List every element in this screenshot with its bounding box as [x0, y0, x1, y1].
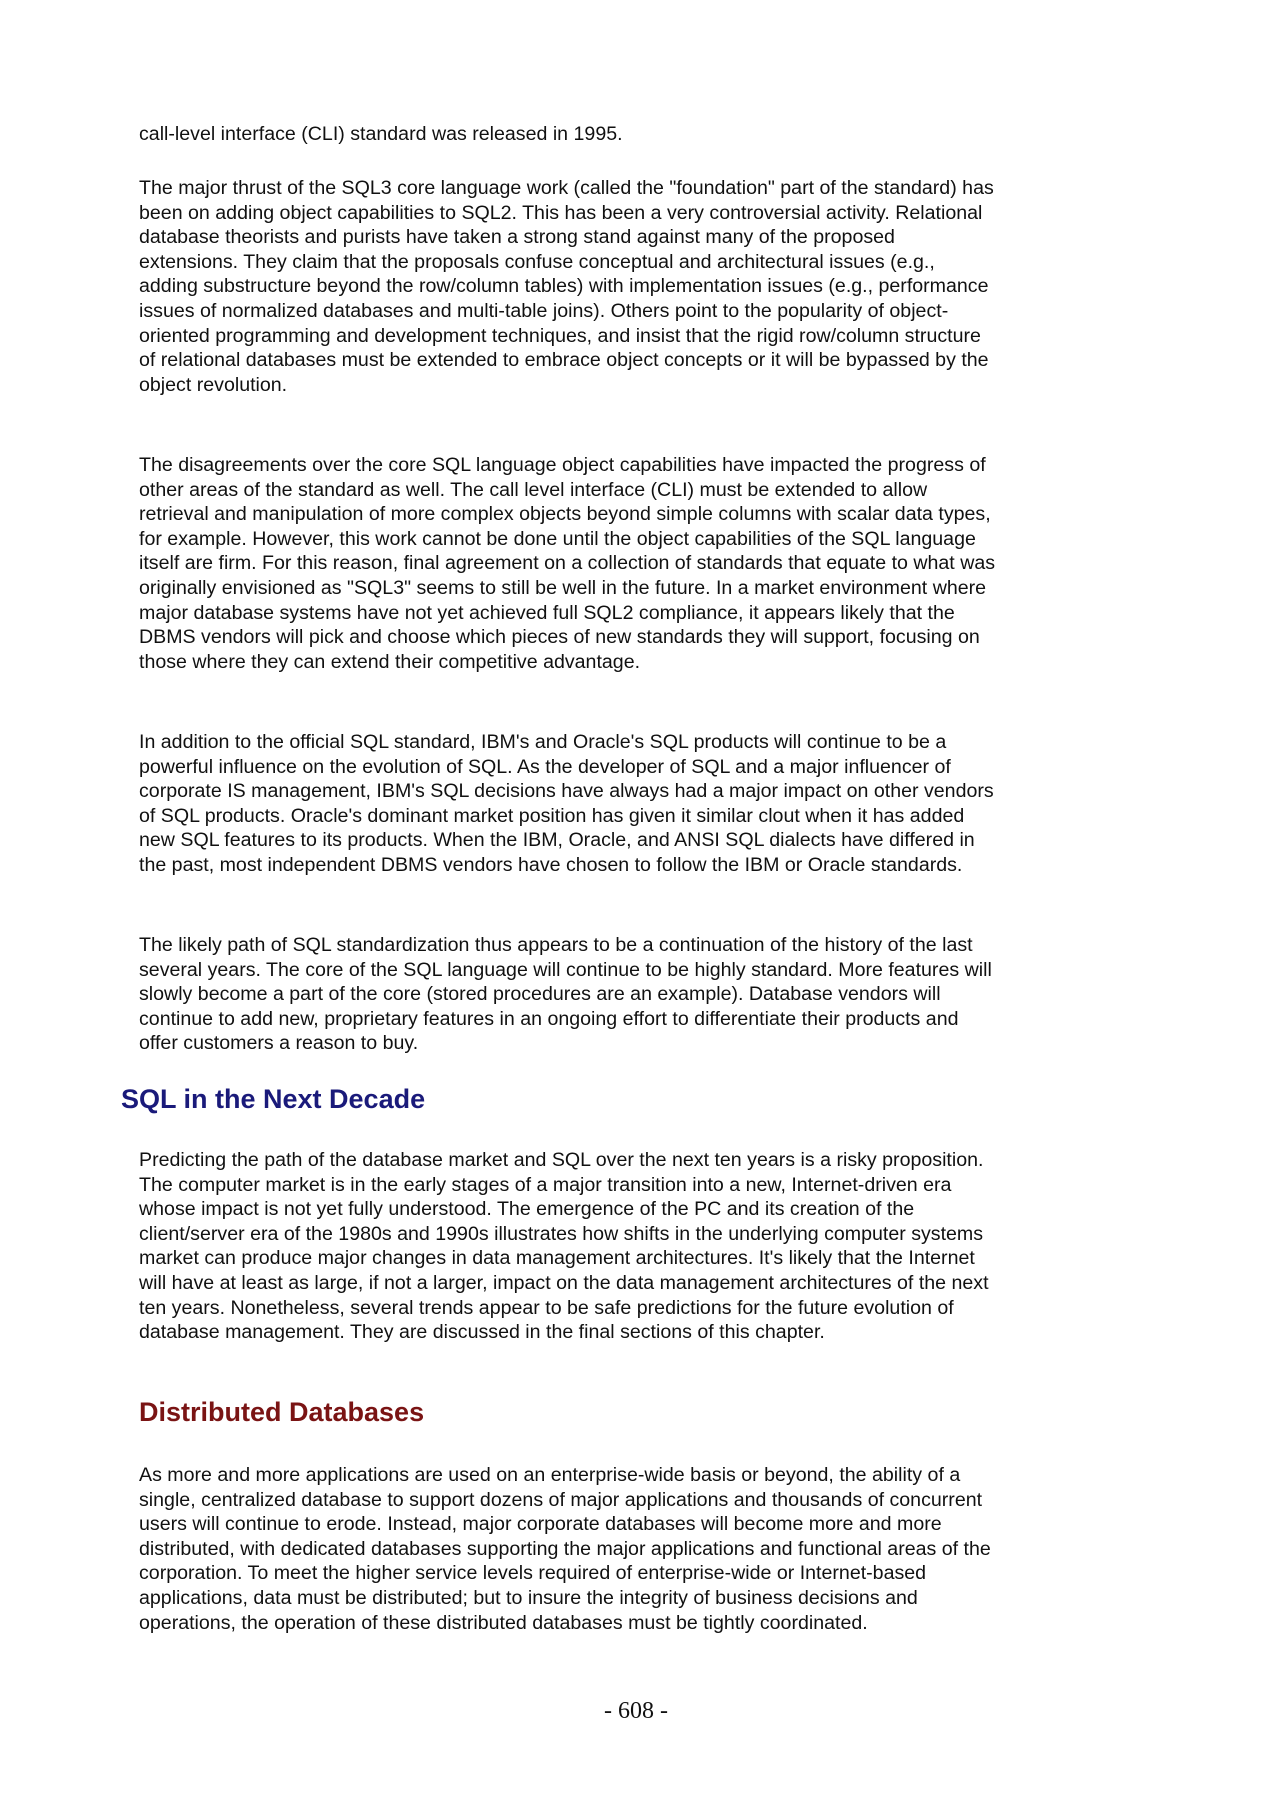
paragraph-ibm-oracle: In addition to the official SQL standard, IBM's and Oracle's SQL products will continue to be a powerful influence on the evolution of SQL. As the developer of SQL and a major influencer of corporate IS management, IBM's SQL decisions have always had a major impact on other vendors of SQL products. Oracle's dominant market position has given it similar clout when it has added new SQL features to its products. When the IBM, Oracle, and ANSI SQL dialects have differed in the past, most independent DBMS vendors have chosen to follow the IBM or Oracle standards.	[139, 731, 994, 876]
heading-distributed-databases: Distributed Databases	[139, 1397, 425, 1427]
heading-sql-next-decade: SQL in the Next Decade	[121, 1084, 426, 1114]
paragraph-cli-release: call-level interface (CLI) standard was released in 1995.	[139, 123, 623, 145]
paragraph-standardization-path: The likely path of SQL standardization thus appears to be a continuation of the history of the last several years. The core of the SQL language will continue to be highly standard. More features will slowly become a part of the core (stored procedures are an example). Database vendors will continue to add new, proprietary features in an ongoing effort to differentiate their products and offer customers a reason to buy.	[139, 934, 992, 1055]
paragraph-sql3-foundation: The major thrust of the SQL3 core language work (called the "foundation" part of the standard) has been on adding object capabilities to SQL2. This has been a very controversial activity. Relational database theorists and purists have taken a strong stand against many of the proposed extensions. They claim that the proposals confuse conceptual and architectural issues (e.g., adding substructure beyond the row/column tables) with implementation issues (e.g., performance issues of normalized databases and multi-table joins). Others point to the popularity of object-oriented programming and development techniques, and insist that the rigid row/column structure of relational databases must be extended to embrace object concepts or it will be bypassed by the object revolution.	[139, 177, 994, 396]
page-number: - 608 -	[604, 1698, 668, 1724]
paragraph-distributed-databases: As more and more applications are used on an enterprise-wide basis or beyond, the ability of a single, centralized database to support dozens of major applications and thousands of concurrent users will continue to erode. Instead, major corporate databases will become more and more distributed, with dedicated databases supporting the major applications and functional areas of the corporation. To meet the higher service levels required of enterprise-wide or Internet-based applications, data must be distributed; but to insure the integrity of business decisions and operations, the operation of these distributed databases must be tightly coordinated.	[139, 1464, 991, 1634]
paragraph-disagreements: The disagreements over the core SQL language object capabilities have impacted the progress of other areas of the standard as well. The call level interface (CLI) must be extended to allow retrieval and manipulation of more complex objects beyond simple columns with scalar data types, for example. However, this work cannot be done until the object capabilities of the SQL language itself are firm. For this reason, final agreement on a collection of standards that equate to what was originally envisioned as "SQL3" seems to still be well in the future. In a market environment where major database systems have not yet achieved full SQL2 compliance, it appears likely that the DBMS vendors will pick and choose which pieces of new standards they will support, focusing on those where they can extend their competitive advantage.	[139, 454, 996, 673]
paragraph-next-decade: Predicting the path of the database market and SQL over the next ten years is a risky proposition. The computer market is in the early stages of a major transition into a new, Internet-driven era whose impact is not yet fully understood. The emergence of the PC and its creation of the client/server era of the 1980s and 1990s illustrates how shifts in the underlying computer systems market can produce major changes in data management architectures. It's likely that the Internet will have at least as large, if not a larger, impact on the data management architectures of the next ten years. Nonetheless, several trends appear to be safe predictions for the future evolution of database management. They are discussed in the final sections of this chapter.	[139, 1149, 989, 1344]
